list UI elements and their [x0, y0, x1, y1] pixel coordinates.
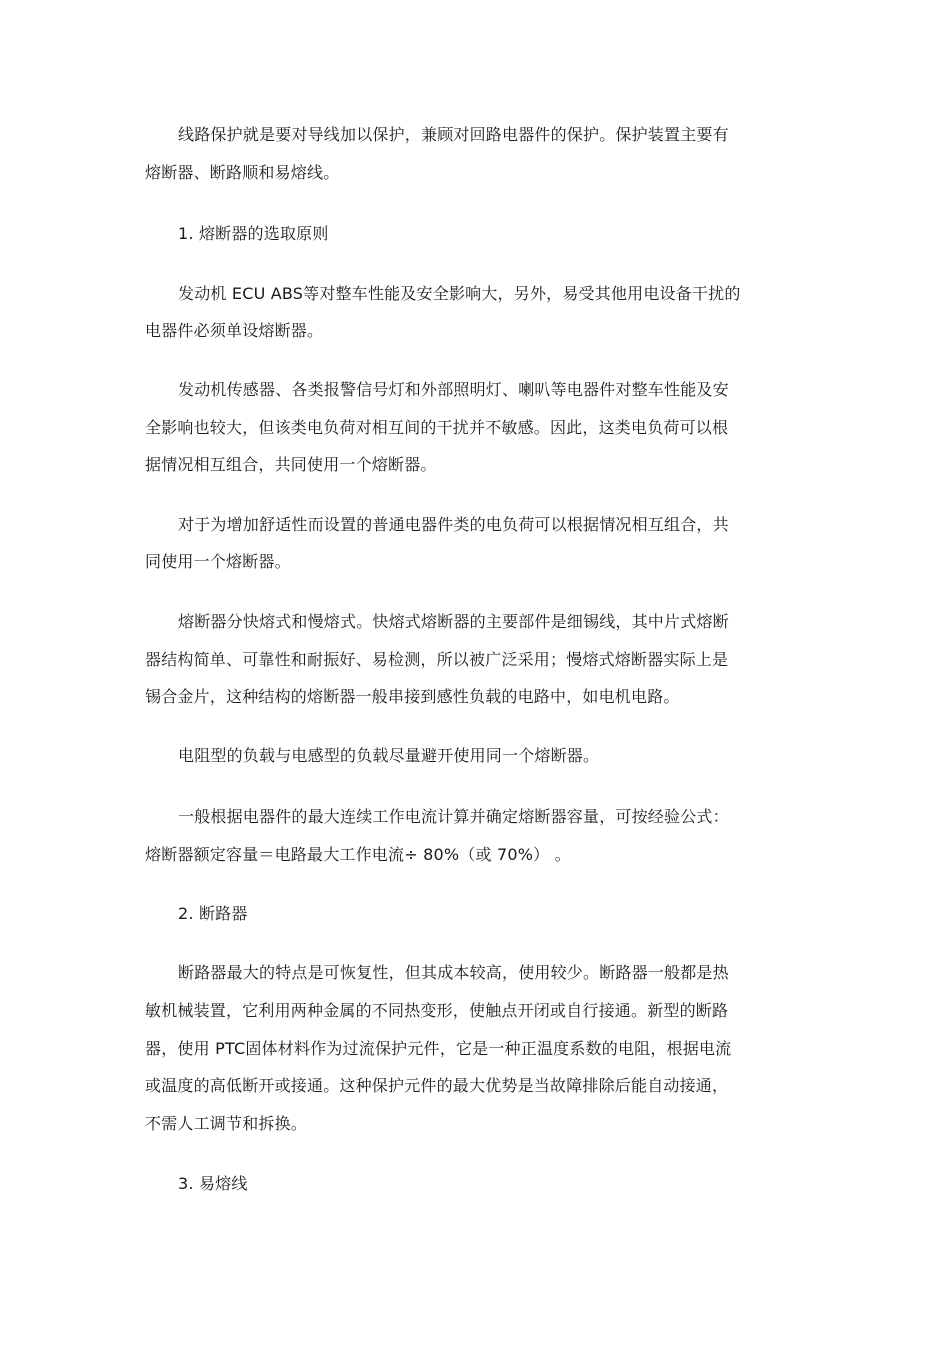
para-8-line-1: 断路器最大的特点是可恢复性，但其成本较高，使用较少。断路器一般都是热	[178, 963, 729, 982]
heading-1: 1. 熔断器的选取原则	[178, 224, 329, 243]
para-1-line-2: 熔断器、断路顺和易熔线。	[145, 163, 340, 182]
para-8-line-3: 器，使用 PTC固体材料作为过流保护元件，它是一种正温度系数的电阻，根据电流	[145, 1039, 732, 1058]
para-3-line-1: 发动机传感器、各类报警信号灯和外部照明灯、喇叭等电器件对整车性能及安	[178, 380, 729, 399]
heading-3: 3. 易熔线	[178, 1174, 248, 1193]
para-7-line-1: 一般根据电器件的最大连续工作电流计算并确定熔断器容量，可按经验公式：	[178, 807, 729, 826]
para-5-line-3: 锡合金片，这种结构的熔断器一般串接到感性负载的电路中，如电机电路。	[145, 687, 680, 706]
para-1-line-1: 线路保护就是要对导线加以保护，兼顾对回路电器件的保护。保护装置主要有	[178, 125, 729, 144]
para-4-line-1: 对于为增加舒适性而设置的普通电器件类的电负荷可以根据情况相互组合，共	[178, 515, 729, 534]
para-8-line-4: 或温度的高低断开或接通。这种保护元件的最大优势是当故障排除后能自动接通，	[145, 1076, 729, 1095]
para-4-line-2: 同使用一个熔断器。	[145, 552, 291, 571]
para-5-line-2: 器结构简单、可靠性和耐振好、易检测，所以被广泛采用；慢熔式熔断器实际上是	[145, 650, 729, 669]
para-3-line-3: 据情况相互组合，共同使用一个熔断器。	[145, 455, 437, 474]
para-2-line-1: 发动机 ECU ABS等对整车性能及安全影响大，另外，易受其他用电设备干扰的	[178, 284, 741, 303]
para-8-line-2: 敏机械装置，它利用两种金属的不同热变形，使触点开闭或自行接通。新型的断路	[145, 1001, 729, 1020]
heading-2: 2. 断路器	[178, 904, 248, 923]
para-6-line-1: 电阻型的负载与电感型的负载尽量避开使用同一个熔断器。	[178, 746, 600, 765]
para-3-line-2: 全影响也较大，但该类电负荷对相互间的干扰并不敏感。因此，这类电负荷可以根	[145, 418, 729, 437]
para-5-line-1: 熔断器分快熔式和慢熔式。快熔式熔断器的主要部件是细锡线，其中片式熔断	[178, 612, 729, 631]
formula-line: 熔断器额定容量＝电路最大工作电流÷ 80%（或 70%） 。	[145, 845, 571, 864]
para-8-line-5: 不需人工调节和拆换。	[145, 1114, 308, 1133]
para-2-line-2: 电器件必须单设熔断器。	[145, 321, 324, 340]
